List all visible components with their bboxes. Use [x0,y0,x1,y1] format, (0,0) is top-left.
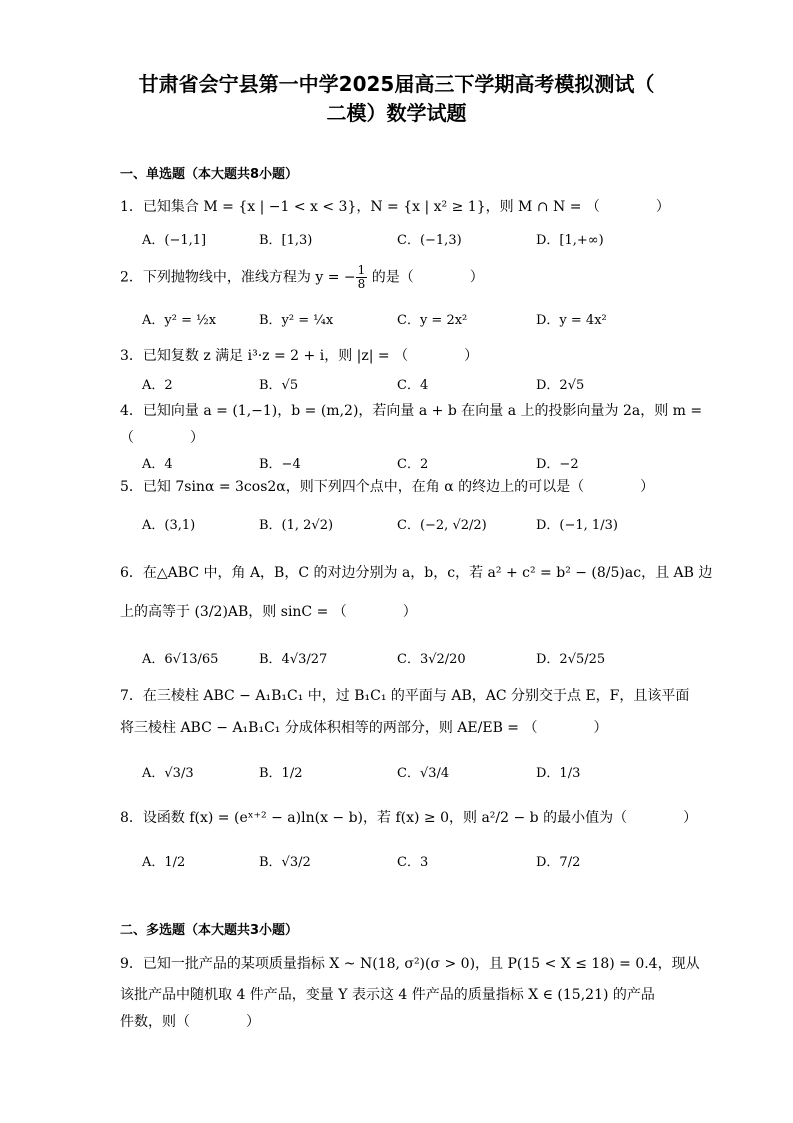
question-8-option-c: C．3 [397,855,429,870]
question-7-option-d: D．1/3 [536,766,581,781]
question-6-option-a: A．6√13/65 [142,652,219,667]
question-8-option-a: A．1/2 [142,855,186,870]
question-2-options [142,309,702,333]
question-2-stem-pre: 2．下列抛物线中，准线方程为 y = − [120,269,356,286]
question-5-option-b: B．(1, 2√2) [259,518,334,533]
question-5-options [142,514,702,538]
question-5-option-c: C．(−2, √2/2) [397,518,487,533]
question-3-option-a: A．2 [142,378,173,393]
question-7-stem: 7．在三棱柱 ABC − A₁B₁C₁ 中，过 B₁C₁ 的平面与 AB，AC 分别交于点 E，F，且该平面 [120,688,690,704]
question-7-option-a: A．√3/3 [142,766,194,781]
question-4-option-a: A．4 [142,457,173,472]
question-3-option-d: D．2√5 [536,378,585,393]
question-7-options [142,762,702,786]
question-9-stem-line3: 件数，则（ ） [120,1014,260,1030]
exam-title-line1: 甘肃省会宁县第一中学2025届高三下学期高考模拟测试（ [138,72,655,96]
question-4-options [142,453,702,477]
question-8-stem: 8．设函数 f(x) = (eˣ⁺² − a)ln(x − b)，若 f(x) ≥ 0，则 a²/2 − b 的最小值为（ ） [120,810,698,826]
question-5-option-a: A．(3,1) [142,518,196,533]
section-heading-multi-choice: 二、多选题（本大题共3小题） [120,923,299,938]
question-7-option-b: B．1/2 [259,766,303,781]
question-2-fraction [356,264,368,291]
question-2-stem-post: 的是（ ） [367,269,484,286]
question-3-stem: 3．已知复数 z 满足 i³·z = 2 + i，则 |z| = （ ） [120,348,479,364]
question-6-stem-line2: 上的高等于 (3/2)AB，则 sinC = （ ） [120,604,417,620]
question-4-option-b: B．−4 [259,457,301,472]
question-6-stem: 6．在△ABC 中，角 A，B，C 的对边分别为 a，b，c，若 a² + c² = b² − (8/5)ac，且 AB 边 [120,565,713,581]
question-1-option-a: A．(−1,1] [142,233,207,248]
question-4-option-c: C．2 [397,457,429,472]
question-9-stem: 9．已知一批产品的某项质量指标 X ~ N(18, σ²)(σ > 0)，且 P(15 < X ≤ 18) = 0.4，现从 [120,956,700,972]
question-5-stem: 5．已知 7sinα = 3cos2α，则下列四个点中，在角 α 的终边上的可以是（ ） [120,479,655,495]
section-heading-single-choice: 一、单选题（本大题共8小题） [120,167,299,182]
question-1-option-c: C．(−1,3) [397,233,462,248]
question-4-option-d: D．−2 [536,457,579,472]
question-9-stem-line2: 该批产品中随机取 4 件产品，变量 Y 表示这 4 件产品的质量指标 X ∈ (15,21) 的产品 [120,987,655,1003]
question-7-stem-line2: 将三棱柱 ABC − A₁B₁C₁ 分成体积相等的两部分，则 AE/EB = （ ） [120,720,608,736]
question-1-stem: 1．已知集合 M = {x | −1 < x < 3}，N = {x | x² ≥ 1}，则 M ∩ N = （ ） [120,199,670,215]
question-2-option-c: C．y = 2x² [397,313,468,328]
question-6-option-d: D．2√5/25 [536,652,606,667]
question-3-options [142,374,702,398]
question-6-option-b: B．4√3/27 [259,652,328,667]
question-8-option-b: B．√3/2 [259,855,311,870]
question-2-frac-denominator: 8 [357,277,366,291]
question-2-option-b: B．y² = ¼x [259,313,334,328]
question-6-option-c: C．3√2/20 [397,652,466,667]
question-2-option-d: D．y = 4x² [536,313,607,328]
question-5-option-d: D．(−1, 1/3) [536,518,618,533]
question-2-frac-numerator: 1 [357,263,366,277]
question-2-stem [120,264,484,291]
question-4-stem-line2: （ ） [120,430,204,446]
question-2-option-a: A．y² = ½x [142,313,217,328]
question-1-option-b: B．[1,3) [259,233,313,248]
question-6-options [142,648,702,672]
question-3-option-b: B．√5 [259,378,299,393]
question-1-option-d: D．[1,+∞) [536,233,604,248]
question-4-stem: 4．已知向量 a = (1,−1)，b = (m,2)，若向量 a + b 在向量 a 上的投影向量为 2a，则 m = [120,403,703,419]
question-8-option-d: D．7/2 [536,855,581,870]
question-7-option-c: C．√3/4 [397,766,450,781]
question-8-options [142,851,702,875]
question-1-options [142,229,702,253]
question-3-option-c: C．4 [397,378,429,393]
exam-title-line2: 二模）数学试题 [326,101,467,125]
